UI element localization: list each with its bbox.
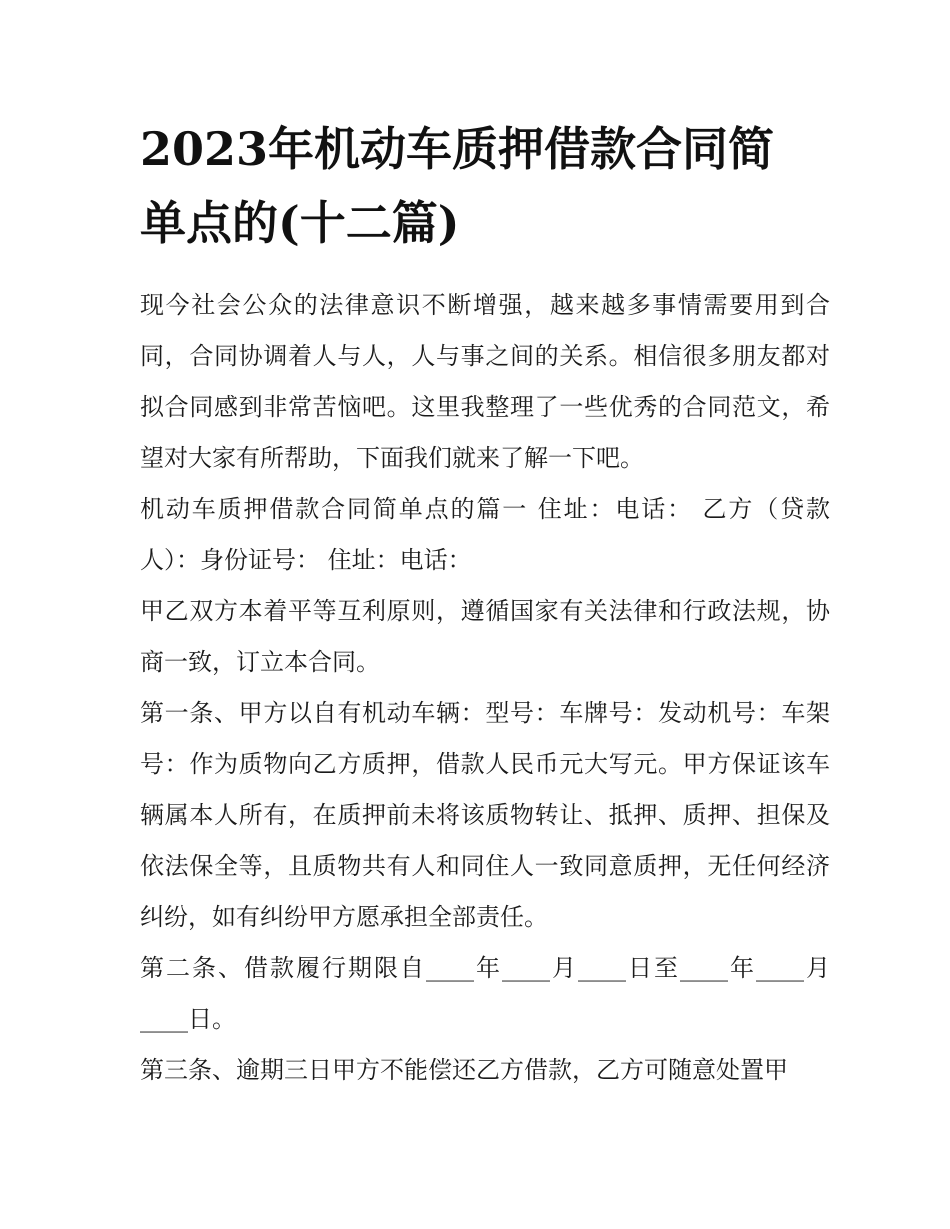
paragraph-principle: 甲乙双方本着平等互利原则，遵循国家有关法律和行政法规，协商一致，订立本合同。 — [140, 597, 830, 676]
paragraph-article-2: 第二条、借款履行期限自____年____月____日至____年____月____日。 — [140, 954, 830, 1033]
paragraph-article-1: 第一条、甲方以自有机动车辆：型号：车牌号：发动机号：车架号：作为质物向乙方质押，借款人民币元大写元。甲方保证该车辆属本人所有，在质押前未将该质物转让、抵押、质押、担保及依法保全等，且质物共有人和同住人一致同意质押，无任何经济纠纷，如有纠纷甲方愿承担全部责任。 — [140, 699, 830, 931]
title-line-2: 单点的(十二篇) — [140, 196, 460, 250]
document-body — [140, 280, 830, 1096]
document-content — [140, 112, 830, 1096]
paragraph-parties: 机动车质押借款合同简单点的篇一 住址：电话： 乙方（贷款人）：身份证号： 住址：电话： — [140, 495, 830, 574]
paragraph-intro: 现今社会公众的法律意识不断增强，越来越多事情需要用到合同，合同协调着人与人，人与事之间的关系。相信很多朋友都对拟合同感到非常苦恼吧。这里我整理了一些优秀的合同范文，希望对大家有所帮助，下面我们就来了解一下吧。 — [140, 291, 830, 472]
document-title — [140, 112, 830, 260]
paragraph-article-3: 第三条、逾期三日甲方不能偿还乙方借款，乙方可随意处置甲 — [140, 1056, 788, 1084]
title-line-1: 2023年机动车质押借款合同简 — [140, 122, 775, 176]
